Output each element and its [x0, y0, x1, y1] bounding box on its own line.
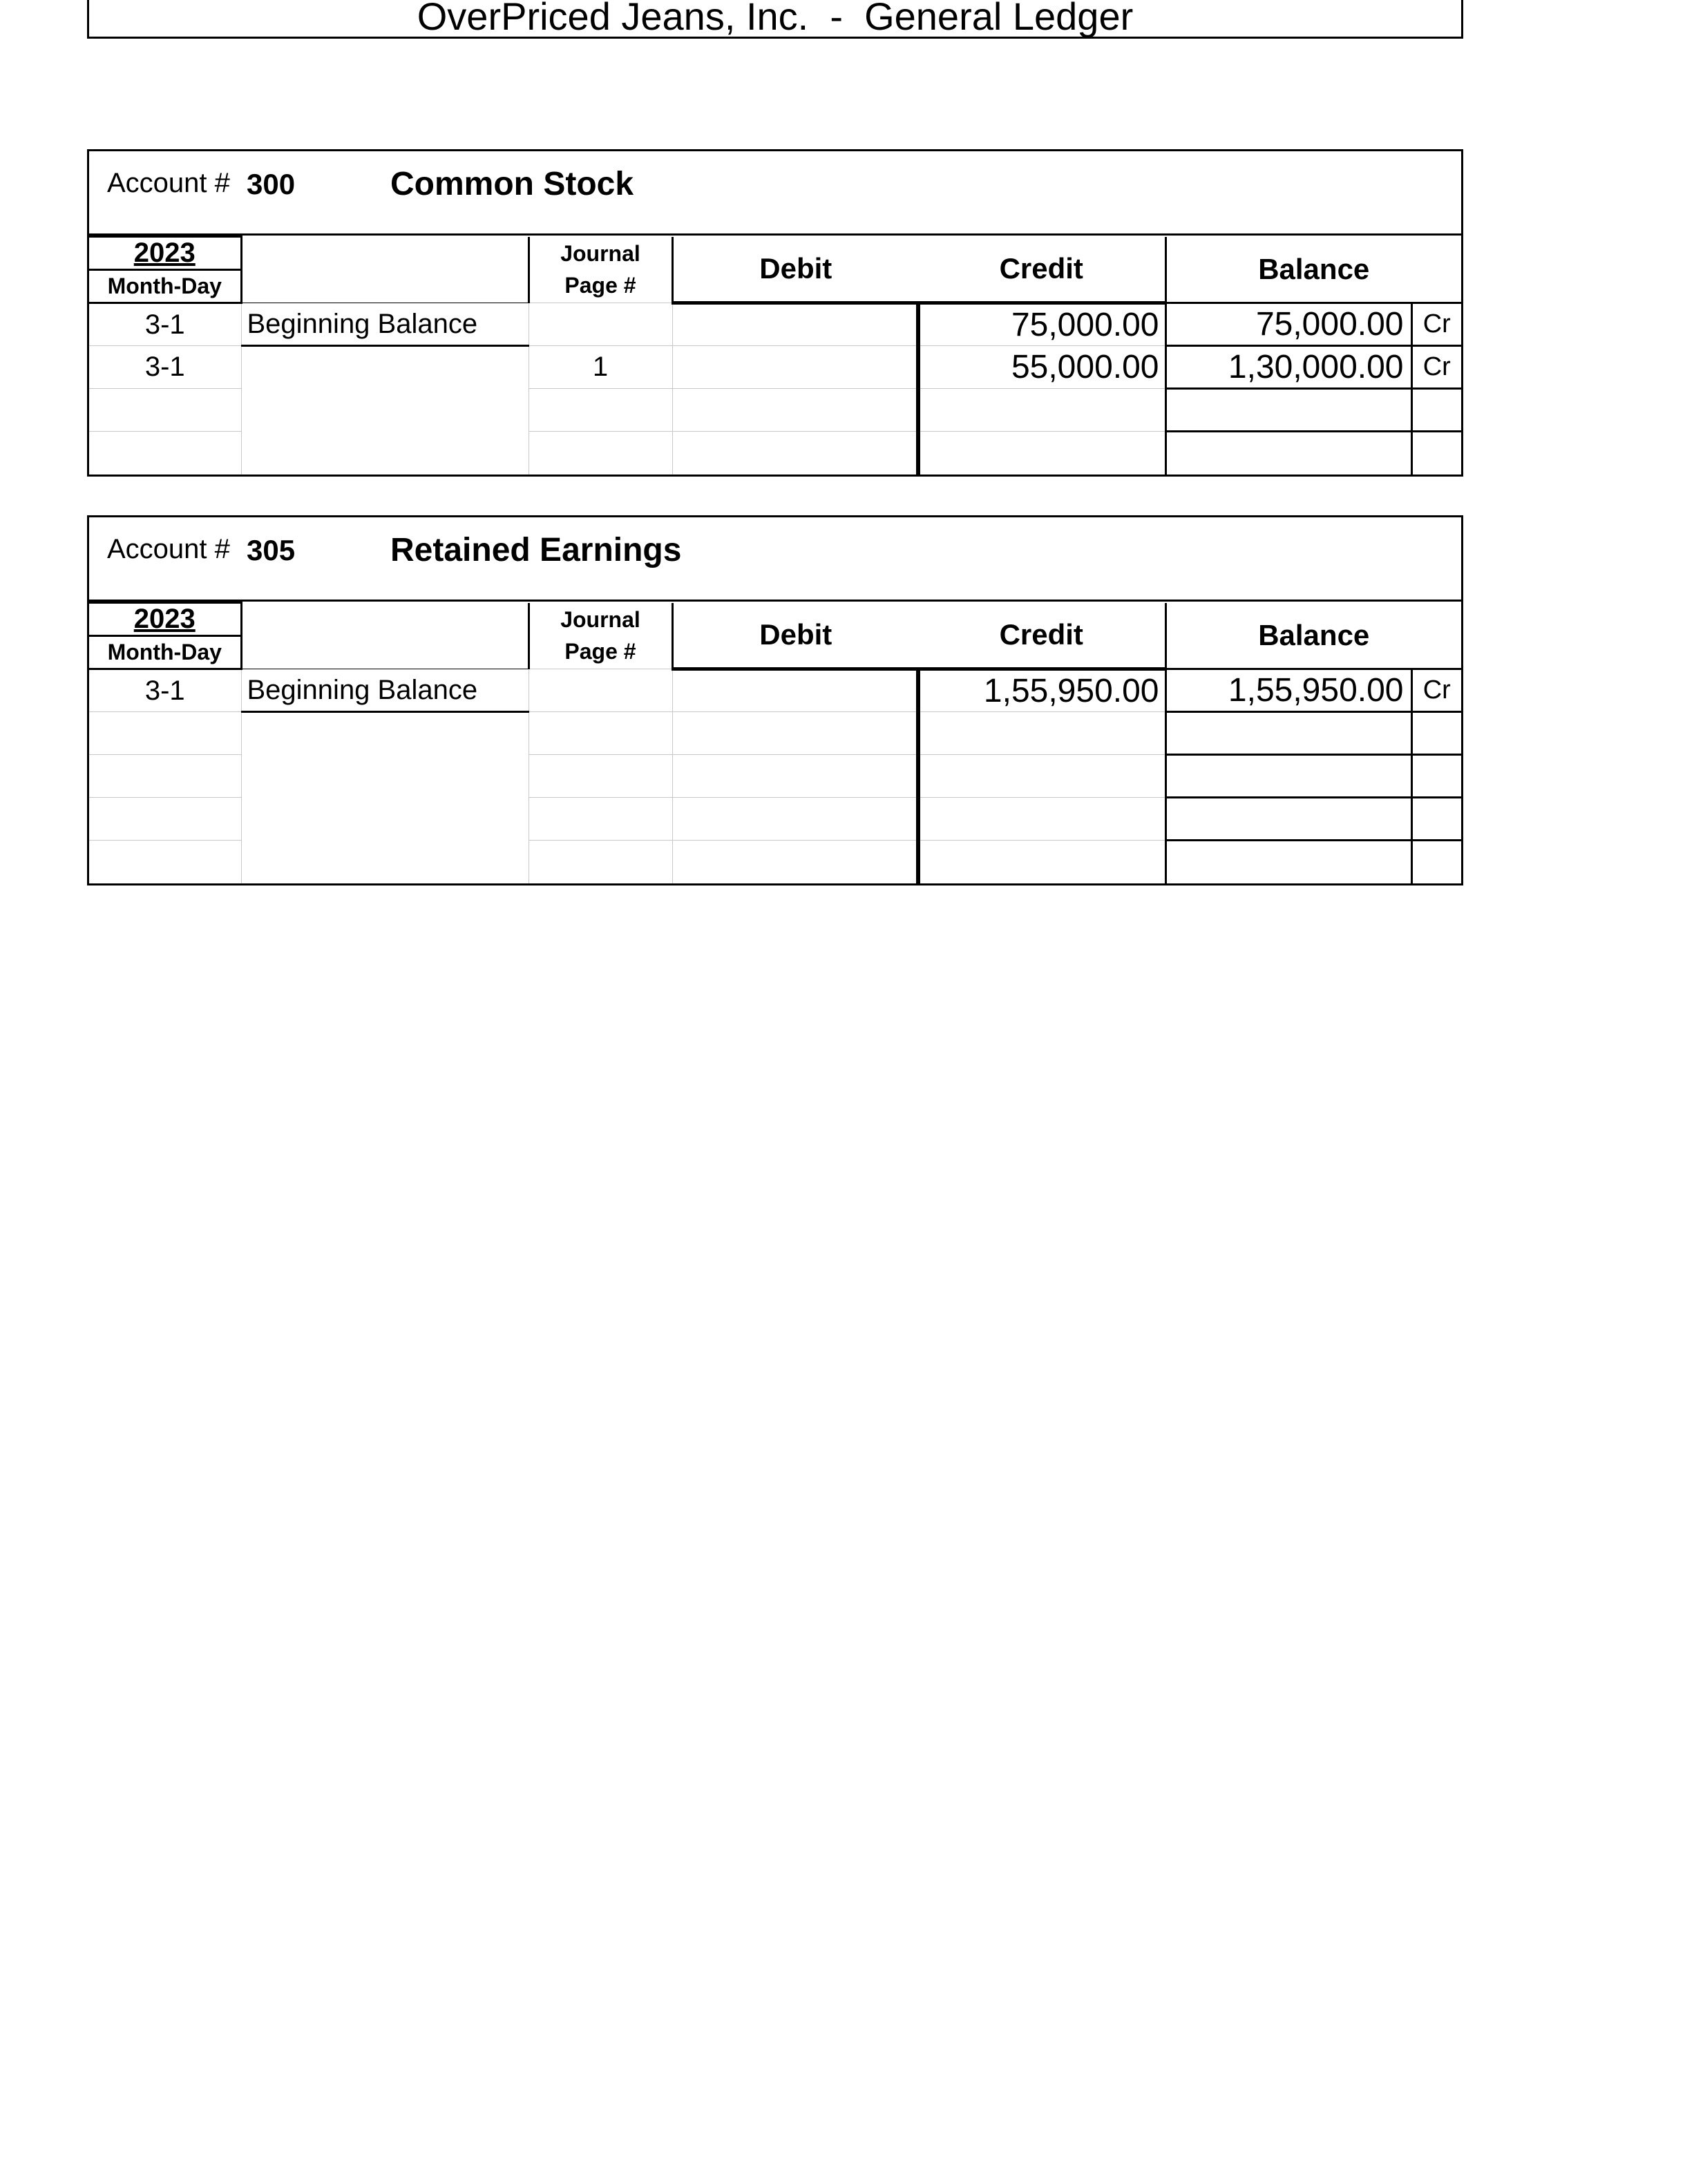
- dr-cr-cell: [1411, 712, 1461, 755]
- account-name: Common Stock: [390, 166, 634, 202]
- balance-cell: [1165, 841, 1411, 883]
- journal-page-cell: [529, 712, 672, 755]
- description-cell: [241, 346, 529, 475]
- credit-cell: [918, 389, 1165, 432]
- journal-page-header: [529, 237, 672, 303]
- ledger-table: [89, 602, 1461, 883]
- date-cell: 3-1: [89, 669, 241, 712]
- balance-cell: [1165, 755, 1411, 798]
- balance-header: Balance: [1165, 603, 1461, 669]
- journal-page-cell: [529, 798, 672, 841]
- credit-cell: 55,000.00: [918, 346, 1165, 389]
- debit-header: Debit: [672, 237, 918, 303]
- debit-cell: [672, 432, 918, 475]
- description-header: [241, 237, 529, 303]
- journal-label: Journal: [560, 241, 640, 267]
- ledger-account-305: [87, 515, 1463, 885]
- dr-cr-cell: Cr: [1411, 346, 1461, 389]
- credit-cell: [918, 841, 1165, 883]
- dr-cr-cell: Cr: [1411, 669, 1461, 712]
- balance-cell: 1,55,950.00: [1165, 669, 1411, 712]
- ledger-title-box: [87, 0, 1463, 39]
- date-cell: [89, 798, 241, 841]
- ledger-title: OverPriced Jeans, Inc. - General Ledger: [417, 0, 1134, 38]
- table-row: [89, 669, 1461, 712]
- journal-page-cell: [529, 669, 672, 712]
- journal-page-cell: [529, 432, 672, 475]
- journal-page-cell: [529, 755, 672, 798]
- balance-cell: 75,000.00: [1165, 303, 1411, 346]
- date-cell: [89, 389, 241, 432]
- credit-cell: [918, 432, 1165, 475]
- date-cell: [89, 755, 241, 798]
- journal-page-cell: [529, 303, 672, 346]
- debit-cell: [672, 755, 918, 798]
- credit-header: Credit: [918, 237, 1165, 303]
- credit-cell: 75,000.00: [918, 303, 1165, 346]
- journal-page-header: [529, 603, 672, 669]
- dr-cr-cell: [1411, 841, 1461, 883]
- date-cell: 3-1: [89, 346, 241, 389]
- debit-cell: [672, 389, 918, 432]
- year-header: 2023: [89, 603, 241, 636]
- date-cell: [89, 712, 241, 755]
- dr-cr-cell: [1411, 755, 1461, 798]
- debit-cell: [672, 712, 918, 755]
- account-name: Retained Earnings: [390, 532, 682, 568]
- month-day-header: Month-Day: [89, 270, 241, 303]
- journal-label: Journal: [560, 607, 640, 633]
- account-number: 305: [247, 534, 296, 566]
- debit-cell: [672, 841, 918, 883]
- table-row: [89, 346, 1461, 389]
- table-row: [89, 712, 1461, 755]
- account-number-label: Account #: [107, 168, 230, 198]
- debit-cell: [672, 669, 918, 712]
- balance-cell: [1165, 389, 1411, 432]
- debit-cell: [672, 303, 918, 346]
- balance-cell: [1165, 712, 1411, 755]
- description-cell: [241, 712, 529, 883]
- description-cell: Beginning Balance: [241, 303, 529, 346]
- description-header: [241, 603, 529, 669]
- credit-header: Credit: [918, 603, 1165, 669]
- credit-cell: [918, 798, 1165, 841]
- page-label: Page #: [564, 273, 636, 298]
- description-cell: Beginning Balance: [241, 669, 529, 712]
- credit-cell: [918, 712, 1165, 755]
- journal-page-cell: [529, 389, 672, 432]
- ledger-table: [89, 236, 1461, 475]
- month-day-header: Month-Day: [89, 636, 241, 669]
- debit-cell: [672, 346, 918, 389]
- year-header: 2023: [89, 237, 241, 270]
- table-row: [89, 303, 1461, 346]
- date-cell: [89, 841, 241, 883]
- credit-cell: 1,55,950.00: [918, 669, 1165, 712]
- page-label: Page #: [564, 639, 636, 664]
- journal-page-cell: 1: [529, 346, 672, 389]
- dr-cr-cell: Cr: [1411, 303, 1461, 346]
- ledger-account-300: [87, 149, 1463, 477]
- dr-cr-cell: [1411, 432, 1461, 475]
- account-number-label: Account #: [107, 534, 230, 564]
- account-number: 300: [247, 168, 296, 200]
- balance-cell: [1165, 432, 1411, 475]
- balance-header: Balance: [1165, 237, 1461, 303]
- dr-cr-cell: [1411, 798, 1461, 841]
- dr-cr-cell: [1411, 389, 1461, 432]
- debit-header: Debit: [672, 603, 918, 669]
- credit-cell: [918, 755, 1165, 798]
- balance-cell: 1,30,000.00: [1165, 346, 1411, 389]
- account-header: [89, 517, 1461, 602]
- journal-page-cell: [529, 841, 672, 883]
- balance-cell: [1165, 798, 1411, 841]
- date-cell: [89, 432, 241, 475]
- date-cell: 3-1: [89, 303, 241, 346]
- debit-cell: [672, 798, 918, 841]
- account-header: [89, 151, 1461, 236]
